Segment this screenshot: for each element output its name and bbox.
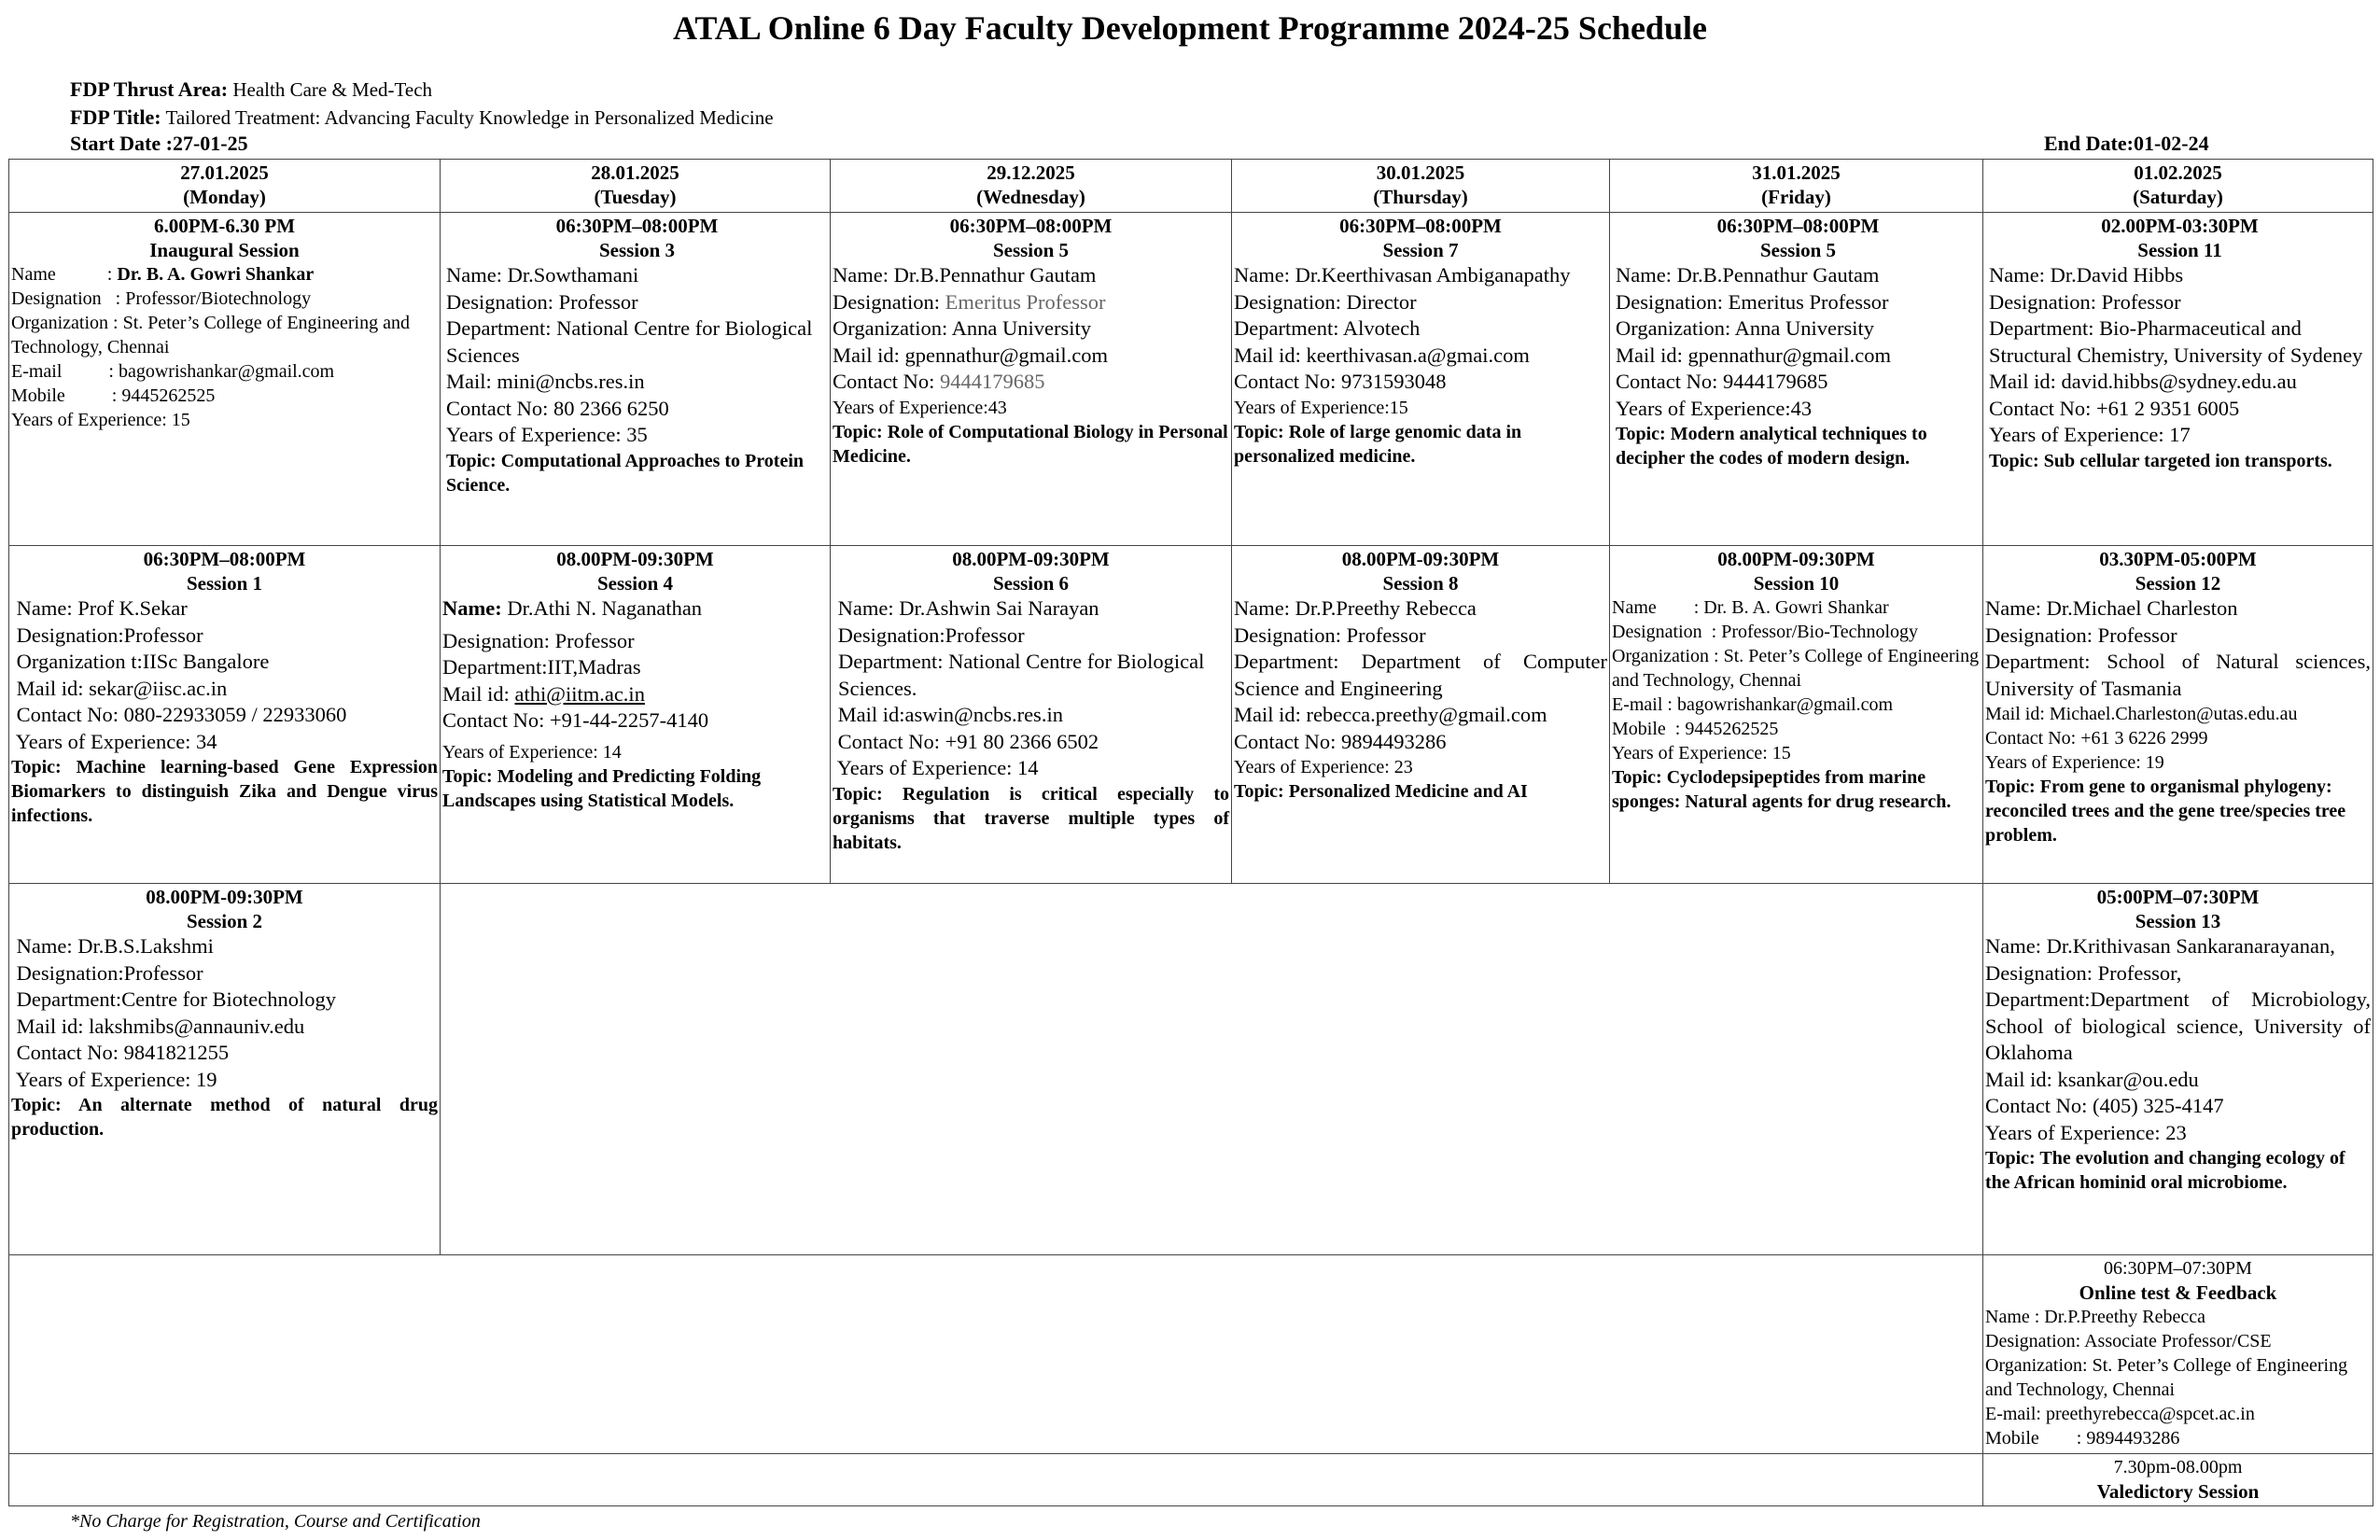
session-row: [9, 1454, 2373, 1506]
session-cell: [1983, 884, 2373, 1255]
speaker-detail: Designation: Director: [1234, 289, 1417, 314]
speaker-detail: Name : Dr.P.Preethy Rebecca: [1985, 1307, 2206, 1327]
session-cell: [1610, 546, 1983, 884]
speaker-detail: Designation: Professor: [442, 628, 635, 652]
speaker-detail: Years of Experience: 23: [1985, 1120, 2187, 1144]
session-row: [9, 213, 2373, 546]
fdp-title: [70, 105, 774, 131]
session-topic: Topic: Personalized Medicine and AI: [1234, 781, 1528, 802]
speaker-detail: Designation : Professor/Biotechnology: [11, 288, 312, 309]
session-title: Session 11: [2137, 239, 2222, 261]
day-date: 31.01.2025: [1752, 161, 1841, 184]
speaker-mail: [442, 681, 828, 708]
session-topic: Topic: An alternate method of natural drug production.: [11, 1095, 438, 1140]
speaker-detail: Department: National Centre for Biological Sciences: [446, 316, 813, 367]
speaker-name-value: Dr.Athi N. Naganathan: [501, 596, 703, 620]
session-title: Session 5: [992, 239, 1070, 261]
speaker-contact: [833, 369, 1229, 396]
session-cell: [831, 213, 1232, 546]
speaker-detail: Mail id: sekar@iisc.ac.in: [11, 676, 228, 700]
speaker-detail: E-mail : bagowrishankar@gmail.com: [11, 361, 335, 382]
designation-label: Designation:: [833, 289, 945, 314]
session-cell: [1232, 213, 1610, 546]
session-cell: [1983, 1454, 2373, 1506]
session-time: 02.00PM-03:30PM: [2101, 215, 2259, 237]
speaker-detail: Mobile : 9894493286: [1985, 1428, 2180, 1449]
speaker-detail: Organization: Anna University: [833, 316, 1092, 340]
session-title: Session 4: [596, 572, 674, 595]
speaker-detail: Name: Dr.David Hibbs: [1989, 263, 2184, 287]
session-time: 08.00PM-09:30PM: [556, 548, 714, 570]
speaker-detail: Designation:Professor: [11, 960, 203, 985]
day-date: 27.01.2025: [180, 161, 269, 184]
session-cell: [831, 546, 1232, 884]
session-cell: [441, 213, 831, 546]
speaker-detail: E-mail : bagowrishankar@gmail.com: [1612, 694, 1894, 715]
session-topic: Topic: The evolution and changing ecology of the African hominid oral microbiome.: [1985, 1148, 2345, 1193]
speaker-detail: Mail id: gpennathur@gmail.com: [1616, 343, 1892, 367]
session-time: 06:30PM–07:30PM: [2104, 1258, 2252, 1279]
session-topic: Topic: Modern analytical techniques to decipher the codes of modern design.: [1616, 424, 1927, 469]
speaker-detail: Mail id: Michael.Charleston@utas.edu.au: [1985, 704, 2298, 724]
session-time: 03.30PM-05:00PM: [2099, 548, 2257, 570]
session-row: [9, 884, 2373, 1255]
speaker-detail: Mail id: rebecca.preethy@gmail.com: [1234, 703, 1547, 726]
session-title: Session 1: [186, 572, 263, 595]
session-topic: Topic: Machine learning-based Gene Expression Biomarkers to distinguish Zika and Dengue virus infections.: [11, 757, 438, 826]
speaker-detail: Contact No: +91 80 2366 6502: [833, 729, 1099, 753]
day-date: 28.01.2025: [591, 161, 679, 184]
day-date: 29.12.2025: [987, 161, 1075, 184]
speaker-detail: Name: Dr.Ashwin Sai Narayan: [833, 596, 1099, 620]
thrust-area: [70, 77, 432, 103]
day-header: [9, 160, 441, 213]
speaker-detail: Mail id:aswin@ncbs.res.in: [833, 703, 1063, 726]
speaker-detail: Mobile : 9445262525: [1612, 719, 1779, 739]
speaker-detail: Name: Dr.Keerthivasan Ambiganapathy: [1234, 263, 1571, 287]
day-name: (Saturday): [2133, 186, 2223, 208]
speaker-detail: Contact No: +61 3 6226 2999: [1985, 728, 2208, 749]
session-title: Session 10: [1753, 572, 1840, 595]
speaker-detail: Name: Dr.Michael Charleston: [1985, 596, 2238, 620]
empty-cell: [9, 1255, 1983, 1454]
speaker-detail: Contact No: 9841821255: [11, 1041, 230, 1064]
speaker-detail: Contact No: +91-44-2257-4140: [442, 708, 709, 732]
speaker-detail: E-mail: preethyrebecca@spcet.ac.in: [1985, 1404, 2255, 1424]
session-topic: Topic: Role of large genomic data in personalized medicine.: [1234, 421, 1522, 467]
session-cell: [1983, 546, 2373, 884]
speaker-detail: Name: Dr.Krithivasan Sankaranarayanan,: [1985, 934, 2335, 958]
fdp-title-value: Tailored Treatment: Advancing Faculty Knowledge in Personalized Medicine: [165, 106, 774, 129]
speaker-detail: Department: Department of Computer Science and Engineering: [1234, 650, 1607, 700]
speaker-detail: Name: Dr.B.S.Lakshmi: [11, 934, 214, 958]
session-time: 6.00PM-6.30 PM: [153, 215, 296, 237]
day-date: 30.01.2025: [1376, 161, 1465, 184]
speaker-detail: Years of Experience: 15: [1612, 743, 1791, 763]
day-header: [1983, 160, 2373, 213]
speaker-detail: Mail id: david.hibbs@sydney.edu.au: [1989, 370, 2297, 393]
speaker-detail: Years of Experience: 17: [1989, 423, 2191, 446]
speaker-detail: Department: School of Natural sciences, University of Tasmania: [1985, 650, 2371, 700]
speaker-detail: Mail: mini@ncbs.res.in: [446, 370, 645, 393]
session-title: Valedictory Session: [2096, 1480, 2260, 1503]
session-time: 06:30PM–08:00PM: [143, 548, 306, 570]
session-topic: Topic: Sub cellular targeted ion transports.: [1989, 450, 2332, 471]
session-title: Session 5: [1759, 239, 1837, 261]
speaker-detail: Mail id: ksankar@ou.edu: [1985, 1067, 2199, 1091]
session-title: Session 6: [992, 572, 1070, 595]
session-cell: [1983, 213, 2373, 546]
session-cell: [441, 546, 831, 884]
speaker-detail: Department: Alvotech: [1234, 316, 1421, 340]
session-cell: [9, 213, 441, 546]
speaker-designation: [833, 289, 1229, 316]
day-header: [441, 160, 831, 213]
session-time: 06:30PM–08:00PM: [1716, 215, 1880, 237]
session-title: Session 13: [2135, 910, 2221, 932]
empty-cell: [441, 884, 1983, 1255]
page-title: ATAL Online 6 Day Faculty Development Programme 2024-25 Schedule: [673, 9, 1707, 47]
session-title: Session 12: [2135, 572, 2221, 595]
speaker-detail: Name: Dr.P.Preethy Rebecca: [1234, 596, 1477, 620]
speaker-detail: Organization: St. Peter’s College of Engineering and Technology, Chennai: [1985, 1355, 2348, 1400]
thrust-area-label: FDP Thrust Area:: [70, 77, 229, 101]
speaker-name: [11, 262, 438, 287]
day-header: [1610, 160, 1983, 213]
session-time: 06:30PM–08:00PM: [555, 215, 719, 237]
speaker-detail: Name: Dr.Sowthamani: [446, 263, 639, 287]
session-title: Session 2: [186, 910, 263, 932]
speaker-name: [442, 595, 828, 623]
speaker-detail: Designation: Emeritus Professor: [1616, 289, 1889, 314]
speaker-detail: Contact No: 080-22933059 / 22933060: [11, 703, 347, 726]
speaker-detail: Contact No: 80 2366 6250: [446, 396, 669, 420]
speaker-detail: Department: Bio-Pharmaceutical and Structural Chemistry, University of Sydeney: [1989, 316, 2363, 367]
session-cell: [9, 884, 441, 1255]
session-cell: [1610, 213, 1983, 546]
end-date: End Date:01-02-24: [2044, 132, 2209, 155]
speaker-detail: Name: Prof K.Sekar: [11, 596, 188, 620]
mail-link[interactable]: athi@iitm.ac.in: [514, 681, 645, 706]
speaker-detail: Years of Experience:43: [1616, 396, 1813, 420]
day-name: (Thursday): [1373, 186, 1468, 208]
speaker-detail: Mail id: keerthivasan.a@gmai.com: [1234, 343, 1530, 367]
speaker-detail: Organization : St. Peter’s College of Engineering and Technology, Chennai: [11, 313, 410, 357]
session-title: Inaugural Session: [149, 239, 300, 261]
session-title: Session 8: [1382, 572, 1459, 595]
speaker-detail: Designation: Associate Professor/CSE: [1985, 1331, 2272, 1351]
day-name: (Wednesday): [976, 186, 1085, 208]
designation-value: Emeritus Professor: [945, 289, 1106, 314]
session-topic: Topic: Computational Approaches to Protein Science.: [446, 450, 804, 496]
speaker-detail: Years of Experience: 15: [11, 410, 190, 430]
speaker-detail: Name: Dr.B.Pennathur Gautam: [1616, 263, 1880, 287]
speaker-detail: Department: National Centre for Biological Sciences.: [838, 650, 1205, 700]
session-time: 05:00PM–07:30PM: [2096, 886, 2260, 908]
speaker-detail: Years of Experience:43: [833, 397, 1007, 418]
speaker-detail: Designation: Professor: [1985, 623, 2177, 647]
speaker-detail: Organization : St. Peter’s College of Engineering and Technology, Chennai: [1612, 646, 1980, 691]
speaker-detail: Years of Experience: 35: [446, 423, 648, 446]
session-time: 08.00PM-09:30PM: [952, 548, 1110, 570]
speaker-detail: Years of Experience: 14: [833, 756, 1039, 779]
session-topic: Topic: Role of Computational Biology in Personal Medicine.: [833, 421, 1228, 467]
speaker-detail: Organization t:IISc Bangalore: [11, 650, 270, 673]
speaker-detail: Mail id: lakshmibs@annauniv.edu: [11, 1014, 305, 1038]
day-header-row: [9, 160, 2373, 213]
day-header: [831, 160, 1232, 213]
speaker-detail: Contact No: 9731593048: [1234, 370, 1447, 393]
thrust-area-value: Health Care & Med-Tech: [232, 78, 433, 101]
speaker-detail: Years of Experience: 34: [11, 729, 217, 753]
session-cell: [1232, 546, 1610, 884]
session-time: 06:30PM–08:00PM: [949, 215, 1113, 237]
session-row: [9, 1255, 2373, 1454]
session-cell: [1983, 1255, 2373, 1454]
speaker-detail: Years of Experience: 19: [1985, 752, 2164, 773]
session-time: 7.30pm-08.00pm: [2113, 1457, 2243, 1477]
session-title: Session 3: [598, 239, 676, 261]
session-title: Online test & Feedback: [2079, 1281, 2277, 1304]
speaker-detail: Designation: Professor: [1989, 289, 2181, 314]
speaker-detail: Designation:Professor: [11, 623, 203, 647]
speaker-detail: Designation:Professor: [833, 623, 1025, 647]
speaker-detail: Designation: Professor: [1234, 623, 1426, 647]
speaker-detail: Designation: Professor,: [1985, 960, 2182, 985]
contact-label: Contact No:: [833, 370, 940, 393]
session-topic: Topic: Modeling and Predicting Folding Landscapes using Statistical Models.: [442, 765, 762, 811]
session-time: 08.00PM-09:30PM: [1717, 548, 1875, 570]
session-cell: [9, 546, 441, 884]
empty-cell: [9, 1454, 1983, 1506]
fdp-title-label: FDP Title:: [70, 105, 161, 129]
speaker-detail: Years of Experience: 14: [442, 741, 622, 763]
speaker-detail: Years of Experience:15: [1234, 397, 1408, 418]
speaker-detail: Years of Experience: 19: [11, 1067, 217, 1091]
speaker-detail: Designation : Professor/Bio-Technology: [1612, 622, 1918, 642]
speaker-detail: Mail id: gpennathur@gmail.com: [833, 343, 1109, 367]
speaker-detail: Contact No: 9894493286: [1234, 729, 1447, 753]
speaker-detail: Contact No: 9444179685: [1616, 370, 1828, 393]
session-topic: Topic: Regulation is critical especially to organisms that traverse multiple types of habitats.: [833, 783, 1229, 853]
day-name: (Friday): [1761, 186, 1831, 208]
speaker-detail: Years of Experience: 23: [1234, 757, 1413, 777]
day-header: [1232, 160, 1610, 213]
footnote: *No Charge for Registration, Course and Certification: [70, 1511, 481, 1532]
day-date: 01.02.2025: [2134, 161, 2222, 184]
session-time: 08.00PM-09:30PM: [1341, 548, 1500, 570]
session-row: [9, 546, 2373, 884]
speaker-detail: Department:IIT,Madras: [442, 655, 641, 679]
day-name: (Monday): [183, 186, 266, 208]
speaker-detail: Organization: Anna University: [1616, 316, 1875, 340]
speaker-detail: Mobile : 9445262525: [11, 385, 216, 406]
speaker-detail: Contact No: +61 2 9351 6005: [1989, 396, 2240, 420]
schedule-table: [8, 159, 2373, 1506]
speaker-detail: Department:Department of Microbiology, School of biological science, University of Oklahoma: [1985, 987, 2371, 1064]
speaker-name-label: Name :: [11, 264, 118, 285]
contact-value: 9444179685: [939, 370, 1045, 393]
speaker-detail: Name: Dr.B.Pennathur Gautam: [833, 263, 1097, 287]
speaker-name-value: Dr. B. A. Gowri Shankar: [117, 264, 315, 285]
speaker-detail: Contact No: (405) 325-4147: [1985, 1094, 2224, 1117]
session-topic: Topic: Cyclodepsipeptides from marine sponges: Natural agents for drug research.: [1612, 767, 1952, 812]
session-title: Session 7: [1382, 239, 1459, 261]
session-time: 08.00PM-09:30PM: [146, 886, 303, 908]
speaker-detail: Name : Dr. B. A. Gowri Shankar: [1612, 597, 1889, 618]
speaker-detail: Designation: Professor: [446, 289, 638, 314]
speaker-name-label: Name:: [442, 596, 502, 620]
mail-label: Mail id:: [442, 681, 515, 706]
session-time: 06:30PM–08:00PM: [1339, 215, 1502, 237]
day-name: (Tuesday): [594, 186, 677, 208]
speaker-detail: Department:Centre for Biotechnology: [11, 987, 337, 1011]
session-topic: Topic: From gene to organismal phylogeny: reconciled trees and the gene tree/species tree problem.: [1985, 777, 2346, 846]
start-date: Start Date :27-01-25: [70, 132, 248, 155]
